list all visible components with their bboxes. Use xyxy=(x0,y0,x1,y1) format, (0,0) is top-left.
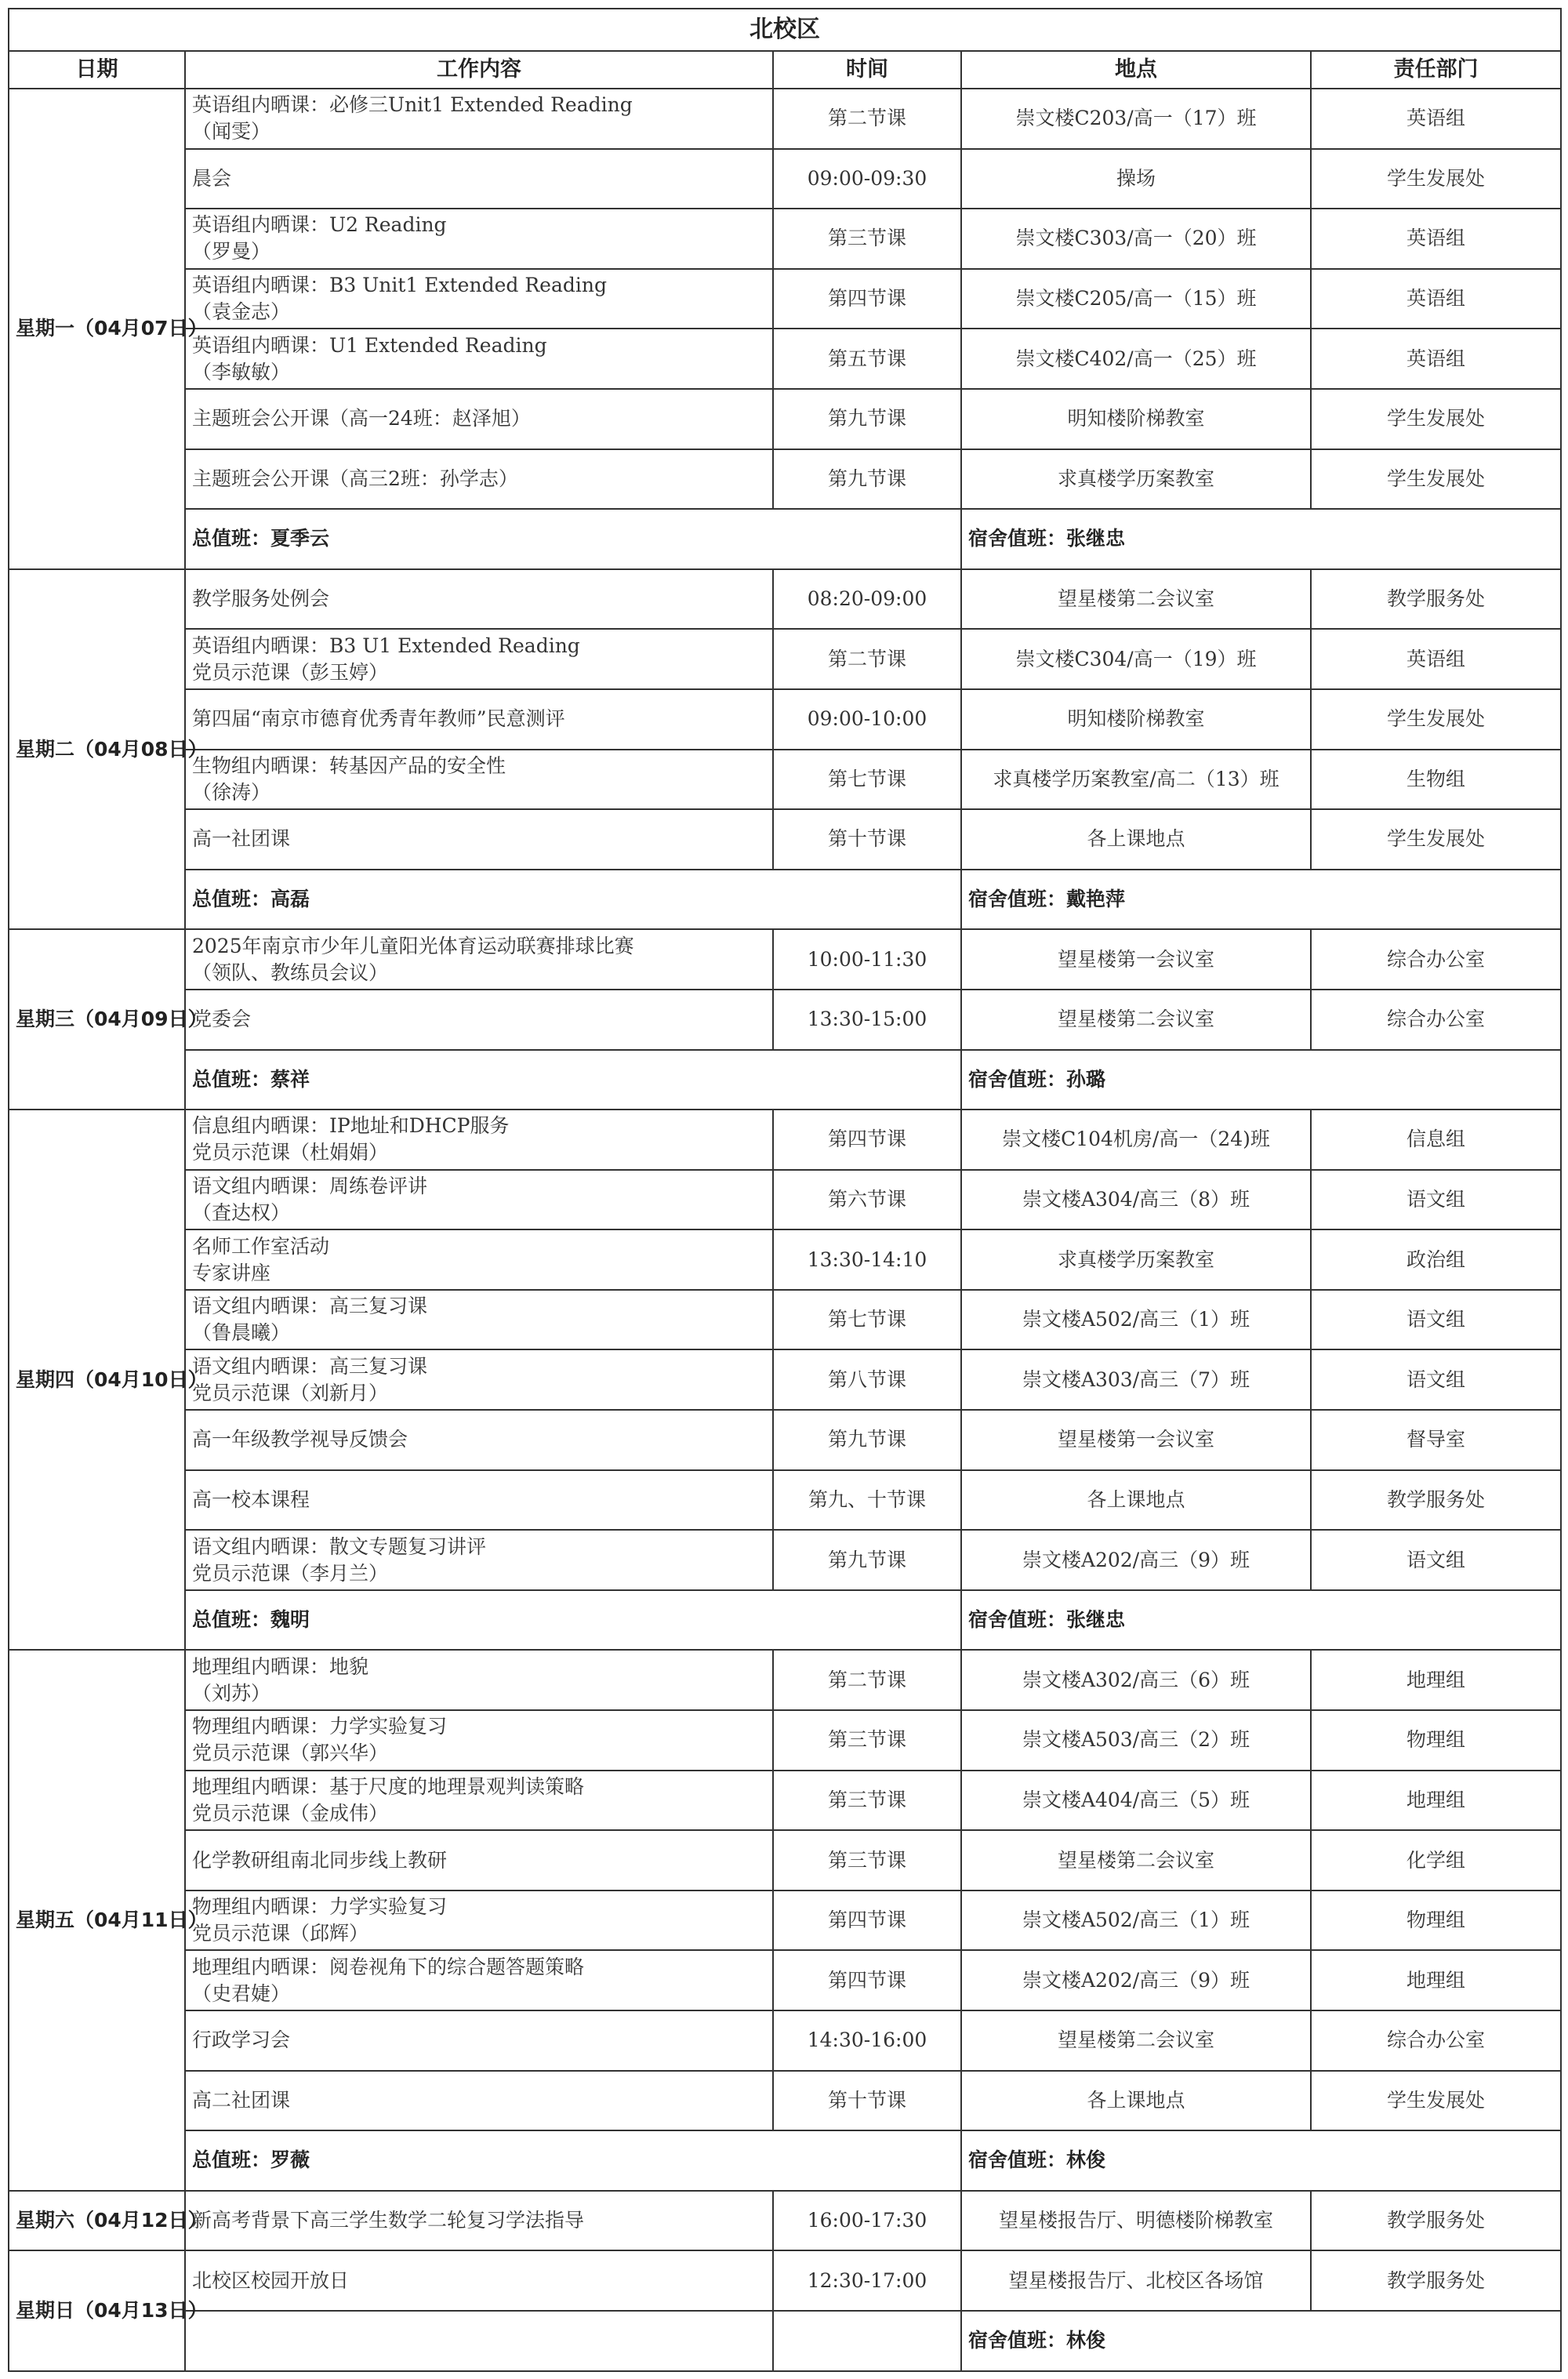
dept-cell: 信息组 xyxy=(1311,1110,1561,1170)
table-row xyxy=(9,1290,1561,1350)
content-line: 党员示范课（杜娟娟） xyxy=(192,1141,389,1164)
content-line: （罗曼） xyxy=(192,240,271,263)
dept-cell: 语文组 xyxy=(1311,1349,1561,1410)
dept-cell: 综合办公室 xyxy=(1311,990,1561,1050)
table-row xyxy=(9,1950,1561,2010)
content-line: 专家讲座 xyxy=(192,1261,271,1284)
content-line: 物理组内晒课：力学实验复习 xyxy=(192,1715,448,1738)
content-line: 语文组内晒课：散文专题复习讲评 xyxy=(192,1535,487,1558)
place-cell: 各上课地点 xyxy=(961,2071,1311,2131)
table-row xyxy=(9,329,1561,389)
header-time: 时间 xyxy=(773,51,961,89)
work-content xyxy=(185,2250,773,2311)
content-line: （刘苏） xyxy=(192,1681,271,1705)
content-line: 语文组内晒课：周练卷评讲 xyxy=(192,1174,428,1197)
work-content xyxy=(185,929,773,990)
time-cell: 第九节课 xyxy=(773,449,961,510)
work-content xyxy=(185,2191,773,2251)
content-line: 主题班会公开课（高一24班：赵泽旭） xyxy=(192,407,531,430)
dorm-duty: 宿舍值班：张继忠 xyxy=(961,509,1561,569)
work-content xyxy=(185,329,773,389)
place-cell: 崇文楼C304/高一（19）班 xyxy=(961,629,1311,689)
place-cell: 望星楼报告厅、明德楼阶梯教室 xyxy=(961,2191,1311,2251)
total-duty: 总值班：蔡祥 xyxy=(185,1050,961,1110)
header-content: 工作内容 xyxy=(185,51,773,89)
content-line: 行政学习会 xyxy=(192,2029,291,2052)
place-cell: 求真楼学历案教室 xyxy=(961,1229,1311,1290)
content-line: 党员示范课（邱辉） xyxy=(192,1922,369,1945)
work-content xyxy=(185,389,773,449)
dept-cell: 学生发展处 xyxy=(1311,149,1561,209)
table-row xyxy=(9,2010,1561,2071)
dept-cell: 物理组 xyxy=(1311,1710,1561,1771)
content-line: 化学教研组南北同步线上教研 xyxy=(192,1848,448,1872)
time-cell: 第四节课 xyxy=(773,1110,961,1170)
content-line: 晨会 xyxy=(192,166,232,190)
day-label: 星期六（04月12日） xyxy=(9,2191,185,2251)
time-cell: 第三节课 xyxy=(773,209,961,269)
content-line: 地理组内晒课：基于尺度的地理景观判读策略 xyxy=(192,1774,585,1798)
dept-cell: 地理组 xyxy=(1311,1771,1561,1831)
content-line: （史君婕） xyxy=(192,1981,291,2005)
work-content xyxy=(185,1830,773,1890)
table-row xyxy=(9,1710,1561,1771)
dept-cell: 地理组 xyxy=(1311,1650,1561,1710)
work-content xyxy=(185,1410,773,1470)
time-cell: 第四节课 xyxy=(773,1950,961,2010)
dept-cell: 地理组 xyxy=(1311,1950,1561,2010)
table-row xyxy=(9,750,1561,810)
place-cell: 崇文楼C205/高一（15）班 xyxy=(961,269,1311,329)
content-line: 新高考背景下高三学生数学二轮复习学法指导 xyxy=(192,2209,585,2232)
table-row xyxy=(9,1890,1561,1951)
duty-row xyxy=(9,2130,1561,2191)
table-row xyxy=(9,1170,1561,1230)
content-line: 语文组内晒课：高三复习课 xyxy=(192,1354,428,1378)
place-cell: 望星楼第一会议室 xyxy=(961,929,1311,990)
place-cell: 崇文楼C303/高一（20）班 xyxy=(961,209,1311,269)
content-line: 高一年级教学视导反馈会 xyxy=(192,1428,408,1451)
duty-row xyxy=(9,1050,1561,1110)
dept-cell: 语文组 xyxy=(1311,1530,1561,1590)
day-label: 星期三（04月09日） xyxy=(9,929,185,1110)
place-cell: 各上课地点 xyxy=(961,809,1311,870)
content-line: 信息组内晒课：IP地址和DHCP服务 xyxy=(192,1114,510,1138)
work-content xyxy=(185,1890,773,1951)
campus-title: 北校区 xyxy=(9,9,1561,51)
work-content xyxy=(185,1229,773,1290)
duty-row xyxy=(9,1590,1561,1651)
content-line: 高一校本课程 xyxy=(192,1487,310,1511)
content-line: 语文组内晒课：高三复习课 xyxy=(192,1295,428,1318)
time-cell: 12:30-17:00 xyxy=(773,2250,961,2311)
work-content xyxy=(185,1710,773,1771)
place-cell: 崇文楼A404/高三（5）班 xyxy=(961,1771,1311,1831)
dept-cell: 英语组 xyxy=(1311,269,1561,329)
time-cell: 第三节课 xyxy=(773,1830,961,1890)
content-line: （袁金志） xyxy=(192,300,291,324)
time-cell: 第七节课 xyxy=(773,750,961,810)
dept-cell: 综合办公室 xyxy=(1311,929,1561,990)
work-content xyxy=(185,1349,773,1410)
time-cell: 09:00-09:30 xyxy=(773,149,961,209)
content-line: 高一社团课 xyxy=(192,827,291,851)
work-content xyxy=(185,269,773,329)
work-content xyxy=(185,2010,773,2071)
content-line: 第四届“南京市德育优秀青年教师”民意测评 xyxy=(192,707,565,731)
dept-cell: 英语组 xyxy=(1311,329,1561,389)
table-row xyxy=(9,1650,1561,1710)
place-cell: 望星楼第二会议室 xyxy=(961,1830,1311,1890)
work-content xyxy=(185,449,773,510)
table-row xyxy=(9,629,1561,689)
table-row xyxy=(9,269,1561,329)
work-content xyxy=(185,1110,773,1170)
place-cell: 崇文楼A302/高三（6）班 xyxy=(961,1650,1311,1710)
table-row xyxy=(9,449,1561,510)
day-label: 星期日（04月13日） xyxy=(9,2250,185,2370)
table-row xyxy=(9,1530,1561,1590)
content-line: 名师工作室活动 xyxy=(192,1234,330,1258)
place-cell: 望星楼第二会议室 xyxy=(961,569,1311,630)
work-content xyxy=(185,689,773,750)
time-cell: 第四节课 xyxy=(773,1890,961,1951)
time-cell: 09:00-10:00 xyxy=(773,689,961,750)
place-cell: 求真楼学历案教室 xyxy=(961,449,1311,510)
time-cell: 第四节课 xyxy=(773,269,961,329)
content-line: （鲁晨曦） xyxy=(192,1321,291,1345)
content-line: 北校区校园开放日 xyxy=(192,2268,350,2292)
time-cell: 第五节课 xyxy=(773,329,961,389)
total-duty: 总值班：罗薇 xyxy=(185,2130,961,2191)
place-cell: 崇文楼A303/高三（7）班 xyxy=(961,1349,1311,1410)
dept-cell: 综合办公室 xyxy=(1311,2010,1561,2071)
work-content xyxy=(185,569,773,630)
dept-cell: 教学服务处 xyxy=(1311,2191,1561,2251)
table-row xyxy=(9,2250,1561,2311)
place-cell: 崇文楼A202/高三（9）班 xyxy=(961,1530,1311,1590)
day-label: 星期二（04月08日） xyxy=(9,569,185,930)
content-line: 物理组内晒课：力学实验复习 xyxy=(192,1895,448,1919)
time-cell: 第十节课 xyxy=(773,809,961,870)
table-row xyxy=(9,1830,1561,1890)
place-cell: 崇文楼A502/高三（1）班 xyxy=(961,1890,1311,1951)
place-cell: 崇文楼A304/高三（8）班 xyxy=(961,1170,1311,1230)
dept-cell: 语文组 xyxy=(1311,1290,1561,1350)
table-row xyxy=(9,149,1561,209)
dept-cell: 语文组 xyxy=(1311,1170,1561,1230)
place-cell: 求真楼学历案教室/高二（13）班 xyxy=(961,750,1311,810)
content-line: 教学服务处例会 xyxy=(192,587,330,611)
total-duty: 总值班：夏季云 xyxy=(185,509,961,569)
place-cell: 崇文楼C104机房/高一（24)班 xyxy=(961,1110,1311,1170)
dept-cell: 教学服务处 xyxy=(1311,2250,1561,2311)
place-cell: 崇文楼A502/高三（1）班 xyxy=(961,1290,1311,1350)
time-cell: 13:30-14:10 xyxy=(773,1229,961,1290)
place-cell: 崇文楼A202/高三（9）班 xyxy=(961,1950,1311,2010)
time-cell: 第二节课 xyxy=(773,89,961,149)
table-row xyxy=(9,89,1561,149)
place-cell: 崇文楼A503/高三（2）班 xyxy=(961,1710,1311,1771)
dept-cell: 学生发展处 xyxy=(1311,449,1561,510)
work-content xyxy=(185,1170,773,1230)
table-row xyxy=(9,1771,1561,1831)
content-line: 地理组内晒课：地貌 xyxy=(192,1654,369,1678)
content-line: （査达权） xyxy=(192,1200,291,1224)
time-cell: 第九节课 xyxy=(773,1530,961,1590)
time-cell: 第九节课 xyxy=(773,389,961,449)
work-content xyxy=(185,1290,773,1350)
content-line: 地理组内晒课：阅卷视角下的综合题答题策略 xyxy=(192,1955,585,1978)
work-content xyxy=(185,89,773,149)
place-cell: 操场 xyxy=(961,149,1311,209)
work-content xyxy=(185,1771,773,1831)
content-line: 高二社团课 xyxy=(192,2088,291,2112)
work-content xyxy=(185,990,773,1050)
schedule-table xyxy=(8,8,1562,2372)
dept-cell: 学生发展处 xyxy=(1311,2071,1561,2131)
table-row xyxy=(9,569,1561,630)
total-duty xyxy=(185,2311,773,2371)
day-label: 星期一（04月07日） xyxy=(9,89,185,569)
place-cell: 崇文楼C402/高一（25）班 xyxy=(961,329,1311,389)
duty-row xyxy=(9,509,1561,569)
place-cell: 望星楼第一会议室 xyxy=(961,1410,1311,1470)
time-cell: 第九节课 xyxy=(773,1410,961,1470)
time-cell: 第三节课 xyxy=(773,1771,961,1831)
dept-cell: 政治组 xyxy=(1311,1229,1561,1290)
dept-cell: 教学服务处 xyxy=(1311,1470,1561,1531)
dept-cell: 学生发展处 xyxy=(1311,389,1561,449)
work-content xyxy=(185,629,773,689)
place-cell: 望星楼第二会议室 xyxy=(961,2010,1311,2071)
header-date: 日期 xyxy=(9,51,185,89)
content-line: 英语组内晒课：U1 Extended Reading xyxy=(192,333,547,357)
place-cell: 明知楼阶梯教室 xyxy=(961,389,1311,449)
time-cell: 第六节课 xyxy=(773,1170,961,1230)
work-content xyxy=(185,1650,773,1710)
content-line: （闻雯） xyxy=(192,120,271,143)
time-cell: 10:00-11:30 xyxy=(773,929,961,990)
time-cell: 第二节课 xyxy=(773,1650,961,1710)
dept-cell: 英语组 xyxy=(1311,89,1561,149)
time-cell: 第二节课 xyxy=(773,629,961,689)
place-cell: 崇文楼C203/高一（17）班 xyxy=(961,89,1311,149)
table-row xyxy=(9,2191,1561,2251)
time-cell: 第九、十节课 xyxy=(773,1470,961,1531)
table-row xyxy=(9,2071,1561,2131)
dept-cell: 学生发展处 xyxy=(1311,689,1561,750)
work-content xyxy=(185,2071,773,2131)
table-row xyxy=(9,1349,1561,1410)
duty-row xyxy=(9,870,1561,930)
table-row xyxy=(9,209,1561,269)
dept-cell: 学生发展处 xyxy=(1311,809,1561,870)
place-cell: 各上课地点 xyxy=(961,1470,1311,1531)
time-cell: 第十节课 xyxy=(773,2071,961,2131)
work-content xyxy=(185,149,773,209)
dorm-duty: 宿舍值班：戴艳萍 xyxy=(961,870,1561,930)
content-line: 英语组内晒课：必修三Unit1 Extended Reading xyxy=(192,93,633,117)
dept-cell: 英语组 xyxy=(1311,209,1561,269)
work-content xyxy=(185,809,773,870)
title-row xyxy=(9,9,1561,51)
work-content xyxy=(185,1470,773,1531)
total-duty: 总值班：高磊 xyxy=(185,870,961,930)
content-line: 党员示范课（彭玉婷） xyxy=(192,660,389,684)
dept-cell: 英语组 xyxy=(1311,629,1561,689)
table-row xyxy=(9,1229,1561,1290)
day-label: 星期五（04月11日） xyxy=(9,1650,185,2190)
dorm-duty: 宿舍值班：林俊 xyxy=(961,2130,1561,2191)
content-line: 2025年南京市少年儿童阳光体育运动联赛排球比赛 xyxy=(192,934,634,957)
total-duty-time xyxy=(773,2311,961,2371)
content-line: 生物组内晒课：转基因产品的安全性 xyxy=(192,754,506,777)
content-line: 英语组内晒课：U2 Reading xyxy=(192,213,447,237)
total-duty: 总值班：魏明 xyxy=(185,1590,961,1651)
time-cell: 14:30-16:00 xyxy=(773,2010,961,2071)
content-line: （徐涛） xyxy=(192,780,271,804)
header-row xyxy=(9,51,1561,89)
content-line: 党员示范课（郭兴华） xyxy=(192,1742,389,1765)
day-label: 星期四（04月10日） xyxy=(9,1110,185,1650)
dorm-duty: 宿舍值班：孙璐 xyxy=(961,1050,1561,1110)
time-cell: 08:20-09:00 xyxy=(773,569,961,630)
place-cell: 望星楼报告厅、北校区各场馆 xyxy=(961,2250,1311,2311)
dept-cell: 化学组 xyxy=(1311,1830,1561,1890)
dept-cell: 物理组 xyxy=(1311,1890,1561,1951)
dorm-duty: 宿舍值班：张继忠 xyxy=(961,1590,1561,1651)
time-cell: 16:00-17:30 xyxy=(773,2191,961,2251)
duty-row xyxy=(9,2311,1561,2371)
work-content xyxy=(185,1530,773,1590)
content-line: 党委会 xyxy=(192,1008,252,1031)
header-place: 地点 xyxy=(961,51,1311,89)
content-line: 英语组内晒课：B3 U1 Extended Reading xyxy=(192,634,580,657)
time-cell: 13:30-15:00 xyxy=(773,990,961,1050)
work-content xyxy=(185,750,773,810)
table-row xyxy=(9,689,1561,750)
dept-cell: 督导室 xyxy=(1311,1410,1561,1470)
dept-cell: 教学服务处 xyxy=(1311,569,1561,630)
table-row xyxy=(9,1470,1561,1531)
content-line: （领队、教练员会议） xyxy=(192,961,389,984)
table-row xyxy=(9,990,1561,1050)
content-line: 英语组内晒课：B3 Unit1 Extended Reading xyxy=(192,274,607,297)
content-line: 主题班会公开课（高三2班：孙学志） xyxy=(192,467,518,490)
work-content xyxy=(185,1950,773,2010)
header-dept: 责任部门 xyxy=(1311,51,1561,89)
schedule-body xyxy=(9,9,1561,2371)
table-row xyxy=(9,809,1561,870)
table-row xyxy=(9,389,1561,449)
dept-cell: 生物组 xyxy=(1311,750,1561,810)
content-line: 党员示范课（李月兰） xyxy=(192,1561,389,1585)
content-line: 党员示范课（金成伟） xyxy=(192,1801,389,1825)
place-cell: 望星楼第二会议室 xyxy=(961,990,1311,1050)
place-cell: 明知楼阶梯教室 xyxy=(961,689,1311,750)
table-row xyxy=(9,1110,1561,1170)
table-row xyxy=(9,1410,1561,1470)
work-content xyxy=(185,209,773,269)
dorm-duty: 宿舍值班：林俊 xyxy=(961,2311,1561,2371)
content-line: （李敏敏） xyxy=(192,360,291,383)
content-line: 党员示范课（刘新月） xyxy=(192,1381,389,1404)
time-cell: 第七节课 xyxy=(773,1290,961,1350)
table-row xyxy=(9,929,1561,990)
time-cell: 第八节课 xyxy=(773,1349,961,1410)
time-cell: 第三节课 xyxy=(773,1710,961,1771)
